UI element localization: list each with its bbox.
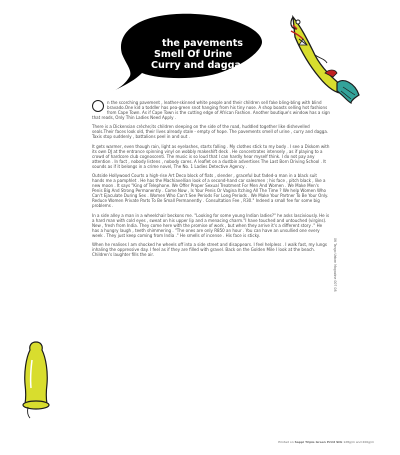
- article-body: [92, 100, 330, 261]
- title-line-2: Smell Of Urine: [154, 49, 233, 60]
- paragraph: When he realises I am shocked he wheels off into a side street and disappears. I feel helpless . I walk fast, my lungs inhaling the oppressive day. I feel as if they are filled with gravel. Back on the Golden Mile I look at the beach. Children's laughter fills the air.: [92, 242, 328, 258]
- title-line-1: the pavements: [162, 38, 243, 49]
- title-line-3: Curry and dagga: [151, 60, 241, 71]
- paragraph-text: n the scorching pavement , leather-skinned white people and their children sell fake bling-bling with blind bravado.One kid a toddler has pea-green snot hanging from his tiny nose. A shop boasts selling hot fashions from Cape Town. As if Cape Town is the cutting edge of African Fashion. Another boutique's window has a sign that reads, Only Thin Ladies Need Apply .: [92, 100, 330, 121]
- footer-suffix: 128g/m and 200g/m: [342, 440, 374, 444]
- paragraph: It gets warmer, even though rain, light as eyelashes, starts falling . My clothes stick to my body . I see a Diskom with its own DJ at the entrance spinning vinyl on wobbly makeshift deck . He concentrates intensely , as if playing to a crowd of hardcore club cognoscenti. The music is so loud that I can hardly hear myself think. I do not pay any attention . In fact , nobody listens , nobody cares. A leaflet on a dustbin advertises The Last Born Driving School . It sounds as if it belongs in a crime novel, The No. 1 Ladies Detective Agency .: [92, 143, 330, 169]
- drop-cap-o-icon: [92, 100, 104, 112]
- footer-paper: Sappi Triple Green Print Silk: [294, 440, 343, 444]
- paragraph: There is a Dickensian crèche;its children sleeping on the side of the road, huddled together like dishevelled seals.Their faces look old, their lives already stale - empty of hope. The pavements smell of urine , curry and dagga. Taxis stop suddenly , battalions peel in and out .: [92, 124, 329, 140]
- footer-prefix: Printed on: [278, 440, 295, 444]
- article-title: [148, 38, 256, 71]
- paragraph: Outside Hollywood Courts a high-rise Art Deco block of flats , slender , graceful but faded-a man in a black suit hands me a pamphlet . He has the Machiavellian look of a second-hand car salesmen ; his face , pitch black , like a new moon . It says "King of Telephone. We Offer Proper Sexual Treatment For Men And Women . We Make Men's Penis Big And Strong Permanently . Come Now , Is Your Penis Or Vagina Itching All The Time ? We help Women Who Can't Ejaculate During Sex . Women Who Can't See Periods For Long Periods . We Make Your Partner To Be Your Only. Reduce Women Private Parts To Be Small Permanently . Consultation Fee , R30." Indeed a small fee for some big problems .: [92, 173, 329, 209]
- paragraph: [92, 100, 330, 120]
- paper-credit: [278, 440, 374, 444]
- condom-icon: [18, 340, 54, 420]
- side-caption: 06 Tango Urban Magazine 007 08: [333, 238, 337, 292]
- paragraph: In a side alley a man in a wheelchair beckons me. "Looking for some young Indian ladies?" he asks lasciviously. He is a hard man with cold eyes , sweat on his upper lip and a menacing charm."I have touched and untouched (virgins). New , fresh from India. They come here with the promise of work , but when they arrive it's a different story ." He has a hungry laugh , teeth shimmering . "The ones are only R850 an hour . You can have an unsullied one every week . They just keep coming from India ." He smells of incense . His face is sticky.: [92, 212, 330, 238]
